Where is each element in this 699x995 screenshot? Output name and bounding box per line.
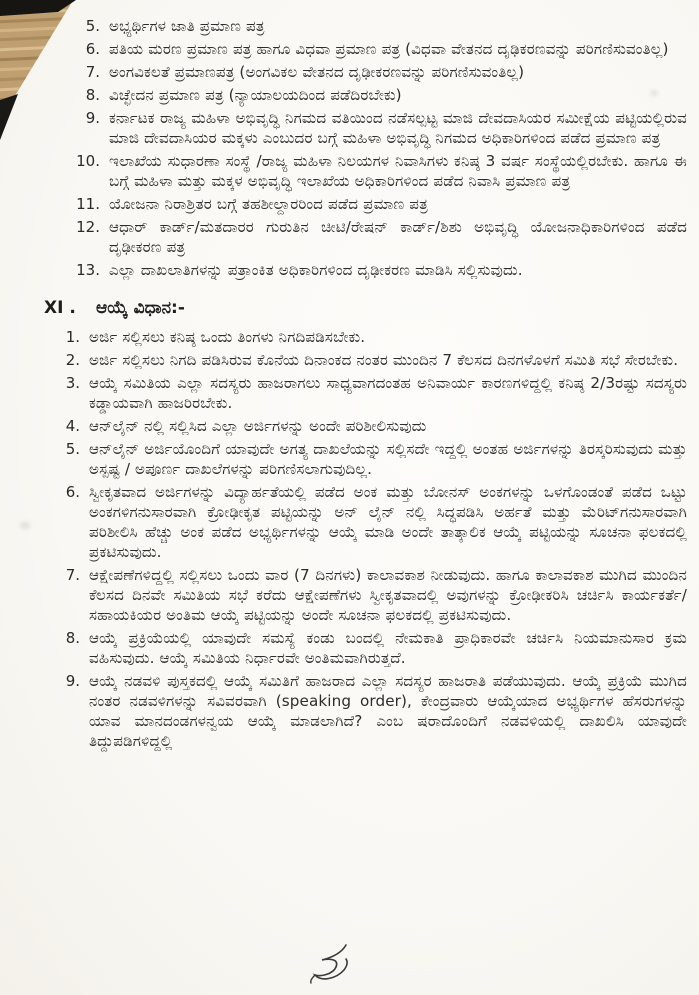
- item-number: 9.: [85, 109, 100, 127]
- list-item: [52, 671, 687, 751]
- list-item: [66, 194, 687, 214]
- list-item: [52, 416, 687, 436]
- item-number: 8.: [65, 629, 80, 647]
- list-item: [52, 373, 687, 413]
- section-title: ಆಯ್ಕೆ ವಿಧಾನ:-: [96, 298, 185, 318]
- item-number: 7.: [65, 566, 80, 584]
- section-heading: [44, 298, 699, 318]
- item-number: 8.: [85, 86, 100, 104]
- item-number: 12.: [76, 218, 100, 236]
- list-item: [66, 16, 687, 36]
- signature-initial: [308, 942, 362, 988]
- item-number: 2.: [65, 351, 80, 369]
- item-text: ಇಲಾಖೆಯ ಸುಧಾರಣಾ ಸಂಸ್ಥೆ /ರಾಜ್ಯ ಮಹಿಳಾ ನಿಲಯಗಳ ನಿವಾಸಿಗಳು ಕನಿಷ್ಠ 3 ವರ್ಷ ಸಂಸ್ಥೆಯಲ್ಲಿರಬೇಕು. ಹಾಗೂ ಈ ಬಗ್ಗೆ ಮಹಿಳಾ ಮತ್ತು ಮಕ್ಕಳ ಅಭಿವೃದ್ಧಿ ಇಲಾಖೆಯ ಅಧಿಕಾರಿಗಳಿಂದ ಪಡೆದ ನಿವಾಸಿ ಪ್ರಮಾಣ ಪತ್ರ: [109, 152, 687, 190]
- item-number: 10.: [76, 152, 100, 170]
- list-item: [52, 628, 687, 668]
- list-item: [66, 260, 687, 280]
- section-numeral: XI .: [44, 298, 76, 318]
- item-number: 3.: [65, 374, 80, 392]
- list-item: [66, 62, 687, 82]
- item-text: ವಿಚ್ಛೇದನ ಪ್ರಮಾಣ ಪತ್ರ (ನ್ಯಾಯಾಲಯದಿಂದ ಪಡೆದಿರಬೇಕು): [109, 86, 402, 104]
- item-text: ಆನ್‌ಲೈನ್ ನಲ್ಲಿ ಸಲ್ಲಿಸಿದ ಎಲ್ಲಾ ಅರ್ಜಿಗಳನ್ನು ಅಂದೇ ಪರಿಶೀಲಿಸುವುದು: [89, 417, 427, 435]
- list-item: [52, 565, 687, 625]
- list-item: [52, 327, 687, 347]
- item-text: ಅಂಗವಿಕಲತೆ ಪ್ರಮಾಣಪತ್ರ (ಅಂಗವಿಕಲ ವೇತನದ ದೃಢೀಕರಣವನ್ನು ಪರಿಗಣಿಸುವಂತಿಲ್ಲ): [109, 63, 525, 81]
- document-checklist: [0, 16, 699, 280]
- item-text: ಪತಿಯ ಮರಣ ಪ್ರಮಾಣ ಪತ್ರ ಹಾಗೂ ವಿಧವಾ ಪ್ರಮಾಣ ಪತ್ರ (ವಿಧವಾ ವೇತನದ ದೃಢಿಕರಣವನ್ನು ಪರಿಗಣಿಸುವಂತಿಲ್ಲ): [109, 40, 669, 58]
- item-text: ಅರ್ಜಿ ಸಲ್ಲಿಸಲು ಕನಿಷ್ಠ ಒಂದು ತಿಂಗಳು ನಿಗದಿಪಡಿಸಬೇಕು.: [89, 328, 366, 346]
- list-item: [66, 85, 687, 105]
- item-text: ಆನ್‌ಲೈನ್ ಅರ್ಜಿಯೊಂದಿಗೆ ಯಾವುದೇ ಅಗತ್ಯ ದಾಖಲೆಯನ್ನು ಸಲ್ಲಿಸದೇ ಇದ್ದಲ್ಲಿ ಅಂತಹ ಅರ್ಜಿಗಳನ್ನು ತಿರಸ್ಕರಿಸುವುದು ಮತ್ತು ಅಸ್ಪಷ್ಟ / ಅಪೂರ್ಣ ದಾಖಲೆಗಳನ್ನು ಪರಿಗಣಿಸಲಾಗುವುದಿಲ್ಲ.: [89, 440, 687, 478]
- item-text: ಅಭ್ಯರ್ಥಿಗಳ ಜಾತಿ ಪ್ರಮಾಣ ಪತ್ರ: [109, 17, 265, 35]
- item-number: 5.: [85, 17, 100, 35]
- item-text: ಅರ್ಜಿ ಸಲ್ಲಿಸಲು ನಿಗದಿ ಪಡಿಸಿರುವ ಕೊನೆಯ ದಿನಾಂಕದ ನಂತರ ಮುಂದಿನ 7 ಕೆಲಸದ ದಿನಗಳೊಳಗೆ ಸಮಿತಿ ಸಭೆ ಸೇರಬೇಕು.: [89, 351, 679, 369]
- scan-smudge: [650, 90, 658, 96]
- item-text: ಆಧಾರ್ ಕಾರ್ಡ್/ಮತದಾರರ ಗುರುತಿನ ಚೀಟಿ/ರೇಷನ್ ಕಾರ್ಡ್/ಶಿಶು ಅಭಿವೃದ್ಧಿ ಯೋಜನಾಧಿಕಾರಿಗಳಿಂದ ಪಡೆದ ದೃಢೀಕರಣ ಪತ್ರ: [109, 218, 687, 256]
- item-text: ಯೋಜನಾ ನಿರಾಶ್ರಿತರ ಬಗ್ಗೆ ತಹಶೀಲ್ದಾರರಿಂದ ಪಡೆದ ಪ್ರಮಾಣ ಪತ್ರ: [109, 195, 428, 213]
- item-text: ಆಯ್ಕೆ ಸಮಿತಿಯ ಎಲ್ಲಾ ಸದಸ್ಯರು ಹಾಜರಾಗಲು ಸಾಧ್ಯವಾಗದಂತಹ ಅನಿವಾರ್ಯ ಕಾರಣಗಳಿದ್ದಲ್ಲಿ ಕನಿಷ್ಠ 2/3ರಷ್ಟು ಸದಸ್ಯರು ಕಡ್ಡಾಯವಾಗಿ ಹಾಜರಿರಬೇಕು.: [89, 374, 687, 412]
- list-item: [52, 439, 687, 479]
- list-item: [66, 151, 687, 191]
- list-item: [66, 108, 687, 148]
- item-number: 1.: [65, 328, 80, 346]
- item-number: 6.: [85, 40, 100, 58]
- item-text: ಎಲ್ಲಾ ದಾಖಲಾತಿಗಳನ್ನು ಪತ್ರಾಂಕಿತ ಅಧಿಕಾರಿಗಳಿಂದ ದೃಢೀಕರಣ ಮಾಡಿಸಿ ಸಲ್ಲಿಸುವುದು.: [109, 261, 523, 279]
- item-number: 6.: [65, 483, 80, 501]
- item-number: 4.: [65, 417, 80, 435]
- list-item: [52, 350, 687, 370]
- item-text: ಆಯ್ಕೆ ನಡವಳಿ ಪುಸ್ತಕದಲ್ಲಿ ಆಯ್ಕೆ ಸಮಿತಿಗೆ ಹಾಜರಾದ ಎಲ್ಲಾ ಸದಸ್ಯರ ಹಾಜರಾತಿ ಪಡೆಯುವುದು. ಆಯ್ಕೆ ಪ್ರಕ್ರಿಯೆ ಮುಗಿದ ನಂತರ ನಡವಳಿಗಳನ್ನು ಸವಿವರವಾಗಿ (speaking order), ಕೇಂದ್ರವಾರು ಆಯ್ಕೆಯಾದ ಅಭ್ಯರ್ಥಿಗಳ ಹೆಸರುಗಳನ್ನು ಯಾವ ಮಾನದಂಡಗಳನ್ವಯ ಆಯ್ಕೆ ಮಾಡಲಾಗಿದೆ? ಎಂಬ ಷರಾದೊಂದಿಗೆ ನಡವಳಿಯಲ್ಲಿ ದಾಖಲಿಸಿ ಯಾವುದೇ ತಿದ್ದುಪಡಿಗಳಿದ್ದಲ್ಲಿ: [89, 672, 687, 750]
- scan-smudge: [20, 522, 30, 529]
- item-text: ಕರ್ನಾಟಕ ರಾಜ್ಯ ಮಹಿಳಾ ಅಭಿವೃದ್ಧಿ ನಿಗಮದ ವತಿಯಿಂದ ನಡೆಸಲ್ಪಟ್ಟ ಮಾಜಿ ದೇವದಾಸಿಯರ ಸಮೀಕ್ಷೆಯ ಪಟ್ಟಿಯಲ್ಲಿರುವ ಮಾಜಿ ದೇವದಾಸಿಯರ ಮಕ್ಕಳು ಎಂಬುದರ ಬಗ್ಗೆ ಮಹಿಳಾ ಅಭಿವೃದ್ಧಿ ನಿಗಮದ ಅಧಿಕಾರಿಗಳಿಂದ ಪಡೆದ ಪ್ರಮಾಣ ಪತ್ರ: [109, 109, 687, 147]
- list-item: [66, 217, 687, 257]
- item-number: 13.: [76, 261, 100, 279]
- item-number: 7.: [85, 63, 100, 81]
- item-number: 11.: [76, 195, 100, 213]
- item-text: ಆಯ್ಕೆ ಪ್ರಕ್ರಿಯೆಯಲ್ಲಿ ಯಾವುದೇ ಸಮಸ್ಯೆ ಕಂಡು ಬಂದಲ್ಲಿ ನೇಮಕಾತಿ ಪ್ರಾಧಿಕಾರವೇ ಚರ್ಚಿಸಿ ನಿಯಮಾನುಸಾರ ಕ್ರಮ ವಹಿಸುವುದು. ಆಯ್ಕೆ ಸಮಿತಿಯ ನಿರ್ಧಾರವೇ ಅಂತಿಮವಾಗಿರುತ್ತದೆ.: [89, 629, 687, 667]
- list-item: [66, 39, 687, 59]
- selection-method-list: [0, 327, 699, 751]
- item-number: 5.: [65, 440, 80, 458]
- page-content: [0, 16, 699, 754]
- item-text: ಆಕ್ಷೇಪಣೆಗಳಿದ್ದಲ್ಲಿ ಸಲ್ಲಿಸಲು ಒಂದು ವಾರ (7 ದಿನಗಳು) ಕಾಲಾವಕಾಶ ನೀಡುವುದು. ಹಾಗೂ ಕಾಲಾವಕಾಶ ಮುಗಿದ ಮುಂದಿನ ಕೆಲಸದ ದಿನವೇ ಸಮಿತಿಯ ಸಭೆ ಕರೆದು ಆಕ್ಷೇಪಣೆಗಳು ಸ್ವೀಕೃತವಾದಲ್ಲಿ ಅವುಗಳನ್ನು ಕ್ರೋಢೀಕರಿಸಿ ಚರ್ಚಿಸಿ ಕಾರ್ಯಕರ್ತೆ/ಸಹಾಯಕಿಯರ ಅಂತಿಮ ಆಯ್ಕೆ ಪಟ್ಟಿಯನ್ನು ಅಂದೇ ಸೂಚನಾ ಫಲಕದಲ್ಲಿ ಪ್ರಕಟಿಸುವುದು.: [89, 566, 687, 624]
- item-text: ಸ್ವೀಕೃತವಾದ ಅರ್ಜಿಗಳನ್ನು ವಿದ್ಯಾರ್ಹತೆಯಲ್ಲಿ ಪಡೆದ ಅಂಕ ಮತ್ತು ಬೋನಸ್ ಅಂಕಗಳನ್ನು ಒಳಗೊಂಡಂತೆ ಪಡೆದ ಒಟ್ಟು ಅಂಕಗಳಿಗನುಸಾರವಾಗಿ ಕ್ರೋಢೀಕೃತ ಪಟ್ಟಿಯನ್ನು ಅನ್ ಲೈನ್ ನಲ್ಲಿ ಸಿದ್ಧಪಡಿಸಿ ಅರ್ಹತೆ ಮತ್ತು ಮೆರಿಟ್‌ಗನುಸಾರವಾಗಿ ಪರಿಶೀಲಿಸಿ ಹೆಚ್ಚು ಅಂಕ ಪಡೆದ ಅಭ್ಯರ್ಥಿಗಳನ್ನು ಆಯ್ಕೆ ಮಾಡಿ ಅಂದೇ ತಾತ್ಕಾಲಿಕ ಆಯ್ಕೆ ಪಟ್ಟಿಯನ್ನು ಸೂಚನಾ ಫಲಕದಲ್ಲಿ ಪ್ರಕಟಿಸುವುದು.: [89, 483, 687, 561]
- item-number: 9.: [65, 672, 80, 690]
- list-item: [52, 482, 687, 562]
